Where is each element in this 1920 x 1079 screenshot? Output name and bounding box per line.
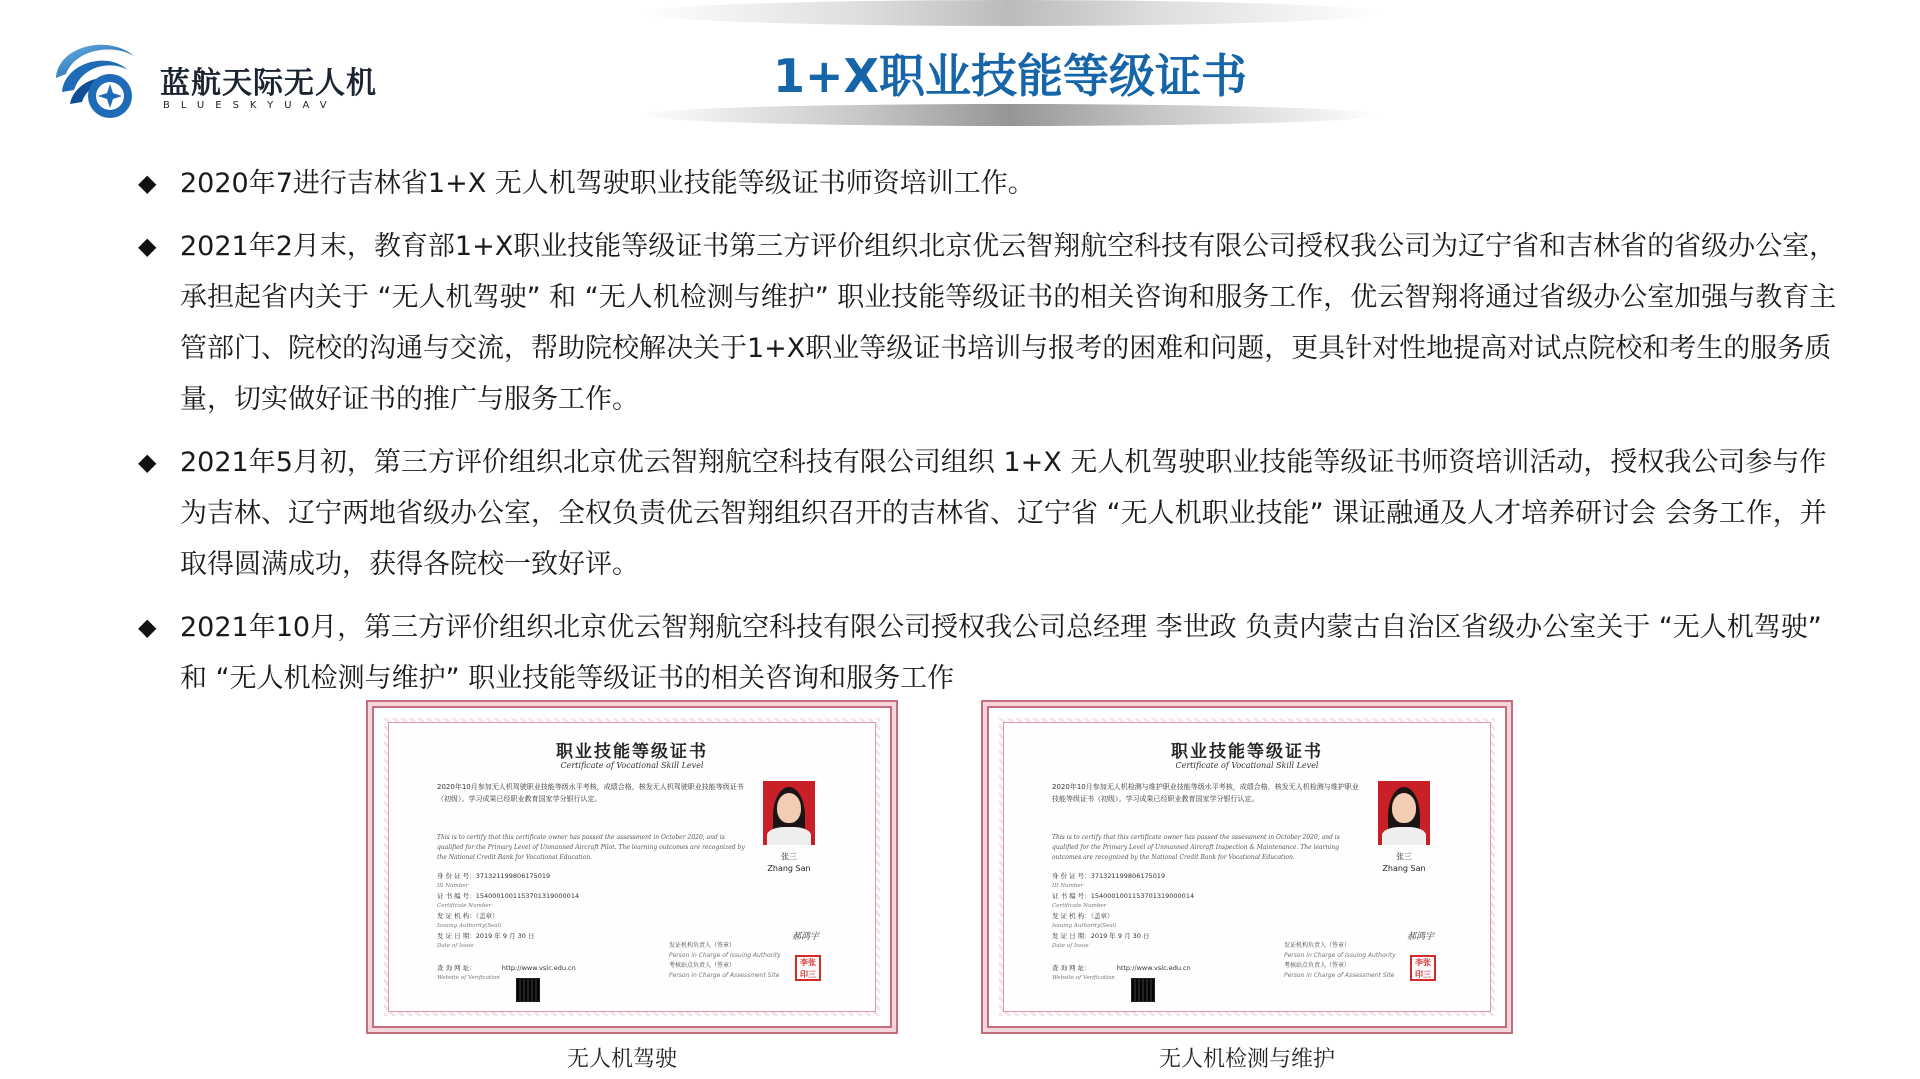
cert-no-label: 证 书 编 号： (1052, 892, 1091, 900)
holder-name-cn: 张三 (781, 852, 797, 861)
bullet-text: 2021年5月初，第三方评价组织北京优云智翔航空科技有限公司组织 1+X 无人机驾驶职业技能等级证书师资培训活动，授权我公司参与作为吉林、辽宁两地省级办公室，全权负责优云智翔组织召开的吉林省、辽宁省 “无人机职业技能” 课证融通及人才培养研讨会 会务工作，并取得圆满成功，获得各院校一致好评。 (180, 447, 1827, 580)
signer1: 发证机构负责人（签章） (1284, 942, 1351, 949)
qr-code-icon (517, 979, 539, 1001)
certificate-subtitle: Certificate of Vocational Skill Level (560, 761, 704, 770)
diamond-bullet-icon: ◆ (138, 169, 157, 197)
bullet-text: 2020年7进行吉林省1+X 无人机驾驶职业技能等级证书师资培训工作。 (180, 168, 1035, 199)
certificate-title: 职业技能等级证书 (1171, 742, 1323, 762)
diamond-bullet-icon: ◆ (138, 613, 157, 641)
bullet-item (138, 437, 1838, 590)
date-row (1052, 931, 1272, 941)
signer2-en: Person in Charge of Assessment Site (669, 972, 780, 979)
bullet-item (138, 602, 1838, 704)
id-value: 371321199806175019 (475, 872, 551, 880)
signer2: 考核站点负责人（签章） (669, 962, 736, 969)
certificate-fields (437, 871, 657, 983)
certificate-body: 2020年10月参加无人机检测与维护职业技能等级水平考核，成绩合格，核发无人机检测与维护职业技能等级证书（初级）。学习成果已经职业教育国家学分银行认定。 (1052, 783, 1359, 803)
signer2: 考核站点负责人（签章） (1284, 962, 1351, 969)
date-row (437, 931, 657, 941)
certificate-holder-name (763, 851, 815, 875)
photo-face (1392, 793, 1416, 823)
certificate-signers (669, 941, 789, 981)
bullet-item (138, 158, 1838, 209)
photo-body (1382, 827, 1426, 845)
certificate-fields (1052, 871, 1272, 983)
id-label: 身 份 证 号： (1052, 872, 1091, 880)
date-value: 2019 年 9 月 30 日 (475, 932, 535, 940)
issuer-label: 发 证 机 构：（盖章） (1052, 912, 1114, 920)
date-label: 发 证 日 期： (437, 932, 476, 940)
signature: 郝鸿宇 (791, 932, 819, 942)
cert-no-row (437, 891, 657, 901)
certificate-photo (1378, 781, 1430, 845)
photo-body (767, 827, 811, 845)
seal-stamp: 李张 印三 (795, 955, 821, 981)
signer1-en: Person in Charge of Issuing Authority (669, 952, 781, 959)
certificate-paper (1003, 722, 1491, 1012)
brand-subtitle: BLUESKYUAV (163, 100, 338, 111)
certificate-caption: 无人机检测与维护 (1158, 1047, 1335, 1072)
cert-no-label-en: Certificate Number (1052, 903, 1107, 909)
id-label-en: ID Number (437, 883, 469, 889)
cert-no-row (1052, 891, 1272, 901)
title-band (640, 0, 1380, 126)
certificate-photo (763, 781, 815, 845)
certificate-caption: 无人机驾驶 (566, 1047, 677, 1072)
id-row (437, 871, 657, 881)
certificate-holder-name (1378, 851, 1430, 875)
bullet-item (138, 221, 1838, 425)
signer2-en: Person in Charge of Assessment Site (1284, 972, 1395, 979)
bullet-text: 2021年2月末，教育部1+X职业技能等级证书第三方评价组织北京优云智翔航空科技有限公司授权我公司为辽宁省和吉林省的省级办公室，承担起省内关于 “无人机驾驶” 和 “无人机检测与维护” 职业技能等级证书的相关咨询和服务工作，优云智翔将通过省级办公室加强与教育主管部门、院校的沟通与交流，帮助院校解决关于1+X职业等级证书培训与报考的困难和问题，更具针对性地提高对试点院校和考生的服务质量，切实做好证书的推广与服务工作。 (180, 231, 1837, 415)
date-label: 发 证 日 期： (1052, 932, 1091, 940)
brand-logo (48, 34, 148, 134)
certificate-signers (1284, 941, 1404, 981)
id-label: 身 份 证 号： (437, 872, 476, 880)
signature: 郝鸿宇 (1406, 932, 1434, 942)
query-label: 查 询 网 址： (1052, 964, 1091, 972)
diamond-bullet-icon: ◆ (138, 448, 157, 476)
issuer-label-en: Issuing Authority(Seal) (1052, 923, 1117, 929)
issuer-label: 发 证 机 构：（盖章） (437, 912, 499, 920)
certificate-image-drone-maintenance (987, 706, 1507, 1028)
signer1-en: Person in Charge of Issuing Authority (1284, 952, 1396, 959)
bullet-list (138, 158, 1838, 716)
diamond-bullet-icon: ◆ (138, 232, 157, 260)
qr-code-icon (1132, 979, 1154, 1001)
query-label-en: Website of Verification (437, 975, 500, 981)
certificate-subtitle: Certificate of Vocational Skill Level (1175, 761, 1319, 770)
certificate-image-drone-pilot (372, 706, 892, 1028)
date-value: 2019 年 9 月 30 日 (1090, 932, 1150, 940)
certificate-title: 职业技能等级证书 (556, 742, 708, 762)
date-label-en: Date of Issue (1052, 943, 1089, 949)
issuer-label-en: Issuing Authority(Seal) (437, 923, 502, 929)
page-title: 1+X职业技能等级证书 (772, 49, 1247, 103)
query-value: http://www.vslc.edu.cn (501, 964, 576, 972)
bullet-text: 2021年10月，第三方评价组织北京优云智翔航空科技有限公司授权我公司总经理 李世政 负责内蒙古自治区省级办公室关于 “无人机驾驶” 和 “无人机检测与维护” 职业技能等级证书的相关咨询和服务工作 (180, 612, 1822, 694)
cert-no-value: 1540001001153701319000014 (475, 892, 580, 900)
seal-stamp: 李张 印三 (1410, 955, 1436, 981)
id-value: 371321199806175019 (1090, 872, 1166, 880)
cert-no-label: 证 书 编 号： (437, 892, 476, 900)
id-label-en: ID Number (1052, 883, 1084, 889)
certificate-body: 2020年10月参加无人机驾驶职业技能等级水平考核，成绩合格，核发无人机驾驶职业技能等级证书（初级）。学习成果已经职业教育国家学分银行认定。 (437, 783, 744, 803)
query-value: http://www.vslc.edu.cn (1116, 964, 1191, 972)
query-label-en: Website of Verification (1052, 975, 1115, 981)
brand-name: 蓝航天际无人机 (160, 66, 377, 101)
cert-no-label-en: Certificate Number (437, 903, 492, 909)
id-row (1052, 871, 1272, 881)
certificate-paper (388, 722, 876, 1012)
photo-face (777, 793, 801, 823)
signer1: 发证机构负责人（签章） (669, 942, 736, 949)
title-shade-top (640, 0, 1380, 26)
holder-name-cn: 张三 (1396, 852, 1412, 861)
title-shade-bottom (640, 104, 1380, 126)
cert-no-value: 1540001001153701319000014 (1090, 892, 1195, 900)
query-label: 查 询 网 址： (437, 964, 476, 972)
holder-name-en: Zhang San (767, 864, 811, 873)
holder-name-en: Zhang San (1382, 864, 1426, 873)
certificate-body-en: This is to certify that this certificate owner has passed the assessment in October 2020, and is qualified for the Primary Level of Unmanned Aircraft Pilot. The learning outcomes are recognized by the National Credit Bank for Vocational Education. (437, 834, 745, 861)
query-row (437, 963, 657, 973)
date-label-en: Date of Issue (437, 943, 474, 949)
certificate-body-en: This is to certify that this certificate owner has passed the assessment in October 2020, and is qualified for the Primary Level of Unmanned Aircraft Inspection & Maintenance. The learning outcomes are recognized by the National Credit Bank for Vocational Education. (1052, 834, 1340, 861)
query-row (1052, 963, 1272, 973)
